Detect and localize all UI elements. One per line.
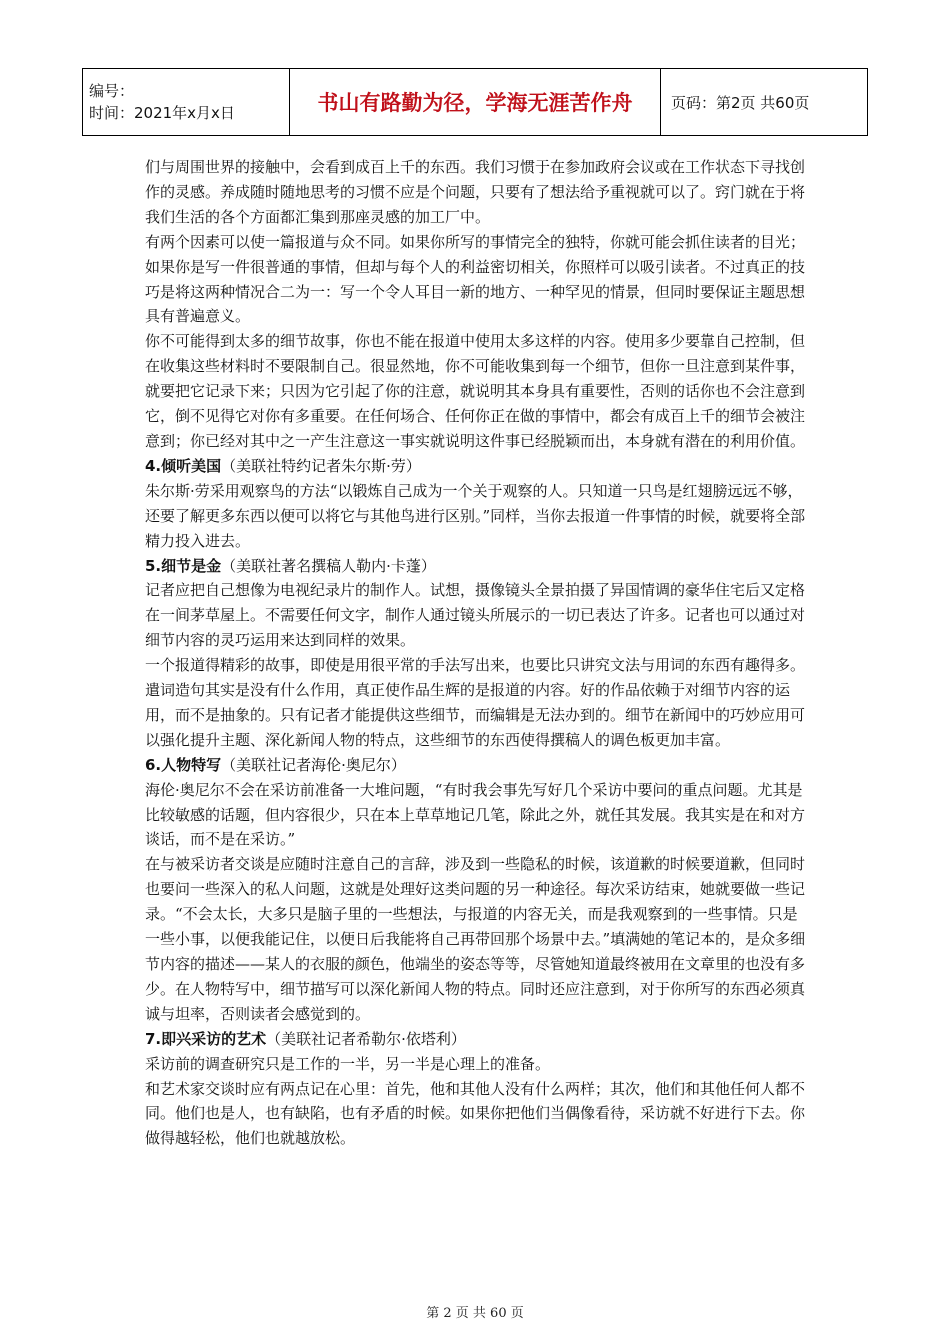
paragraph: 们与周围世界的接触中，会看到成百上千的东西。我们习惯于在参加政府会议或在工作状态下寻找创作的灵感。养成随时随地思考的习惯不应是个问题，只要有了想法给予重视就可以了。窍门就在于将我们生活的各个方面都汇集到那座灵感的加工厂中。 — [145, 158, 806, 226]
section-title: 5.细节是金 — [145, 556, 222, 575]
section-author: （美联社记者希勒尔·依塔利） — [266, 1029, 466, 1048]
document-number: 编号： — [89, 82, 135, 100]
paragraph: 在与被采访者交谈是应随时注意自己的言辞，涉及到一些隐私的时候，该道歉的时候要道歉，但同时也要问一些深入的私人问题，这就是处理好这类问题的另一种途径。每次采访结束，她就要做一些记录。“不会太长，大多只是脑子里的一些想法，与报道的内容无关，而是我观察到的一些事情。只是一些小事，以便我能记住，以便日后我能将自己再带回那个场景中去。”填满她的笔记本的，是众多细节内容的描述——某人的衣服的颜色，他端坐的姿态等等，尽管她知道最终被用在文章里的也没有多少。在人物特写中，细节描写可以深化新闻人物的特点。同时还应注意到，对于你所写的东西必须真诚与坦率，否则读者会感觉到的。 — [145, 855, 806, 1023]
paragraph: 你不可能得到太多的细节故事，你也不能在报道中使用太多这样的内容。使用多少要靠自己控制，但在收集这些材料时不要限制自己。很显然地，你不可能收集到每一个细节，但你一旦注意到某件事，就要把它记录下来；只因为它引起了你的注意，就说明其本身具有重要性，否则的话你也不会注意到它，倒不见得它对你有多重要。在任何场合、任何你正在做的事情中，都会有成百上千的细节会被注意到；你已经对其中之一产生注意这一事实就说明这件事已经脱颖而出，本身就有潜在的利用价值。 — [145, 332, 806, 450]
section-title: 6.人物特写 — [145, 755, 222, 774]
section-heading — [145, 753, 810, 778]
header-table — [82, 68, 868, 136]
paragraph: 记者应把自己想像为电视纪录片的制作人。试想，摄像镜头全景拍摄了异国情调的豪华住宅后又定格在一间茅草屋上。不需要任何文字，制作人通过镜头所展示的一切已表达了许多。记者也可以通过对细节内容的灵巧运用来达到同样的效果。 — [145, 581, 806, 650]
header-motto: 书山有路勤为径，学海无涯苦作舟 — [290, 69, 661, 136]
header-meta — [83, 69, 290, 136]
section-title: 7.即兴采访的艺术 — [145, 1029, 267, 1048]
section-title: 4.倾听美国 — [145, 456, 222, 475]
page-footer: 第 2 页 共 60 页 — [426, 1306, 524, 1321]
paragraph: 一个报道得精彩的故事，即使是用很平常的手法写出来，也要比只讲究文法与用词的东西有趣得多。遣词造句其实是没有什么作用，真正使作品生辉的是报道的内容。好的作品依赖于对细节内容的运用，而不是抽象的。只有记者才能提供这些细节，而编辑是无法办到的。细节在新闻中的巧妙应用可以强化提升主题、深化新闻人物的特点，这些细节的东西使得撰稿人的调色板更加丰富。 — [145, 656, 806, 749]
section-heading — [145, 1027, 810, 1052]
section-author: （美联社记者海伦·奥尼尔） — [221, 755, 406, 774]
header-page-number: 页码：第2页 共60页 — [661, 69, 868, 136]
section-heading — [145, 454, 810, 479]
section-heading — [145, 554, 810, 579]
paragraph: 和艺术家交谈时应有两点记在心里：首先，他和其他人没有什么两样；其次，他们和其他任何人都不同。他们也是人，也有缺陷，也有矛盾的时候。如果你把他们当偶像看待，采访就不好进行下去。你做得越轻松，他们也就越放松。 — [145, 1079, 806, 1148]
section-author: （美联社著名撰稿人勒内·卡蓬） — [221, 556, 436, 575]
paragraph: 有两个因素可以使一篇报道与众不同。如果你所写的事情完全的独特，你就可能会抓住读者的目光；如果你是写一件很普通的事情，但却与每个人的利益密切相关，你照样可以吸引读者。不过真正的技巧是将这两种情况合二为一：写一个令人耳目一新的地方、一种罕见的情景，但同时要保证主题思想具有普遍意义。 — [145, 232, 806, 326]
document-body — [145, 155, 810, 1151]
paragraph: 海伦·奥尼尔不会在采访前准备一大堆问题，“有时我会事先写好几个采访中要问的重点问题。尤其是比较敏感的话题，但内容很少，只在本上草草地记几笔，除此之外，就任其发展。我其实是在和对方谈话，而不是在采访。” — [145, 780, 806, 849]
paragraph: 采访前的调查研究只是工作的一半，另一半是心理上的准备。 — [145, 1054, 551, 1073]
document-date: 时间：2021年x月x日 — [89, 104, 235, 122]
paragraph: 朱尔斯·劳采用观察鸟的方法“以锻炼自己成为一个关于观察的人。只知道一只鸟是红翅膀远远不够，还要了解更多东西以便可以将它与其他鸟进行区别。”同样，当你去报道一件事情的时候，就要将全部精力投入进去。 — [145, 481, 806, 550]
section-author: （美联社特约记者朱尔斯·劳） — [221, 456, 421, 475]
